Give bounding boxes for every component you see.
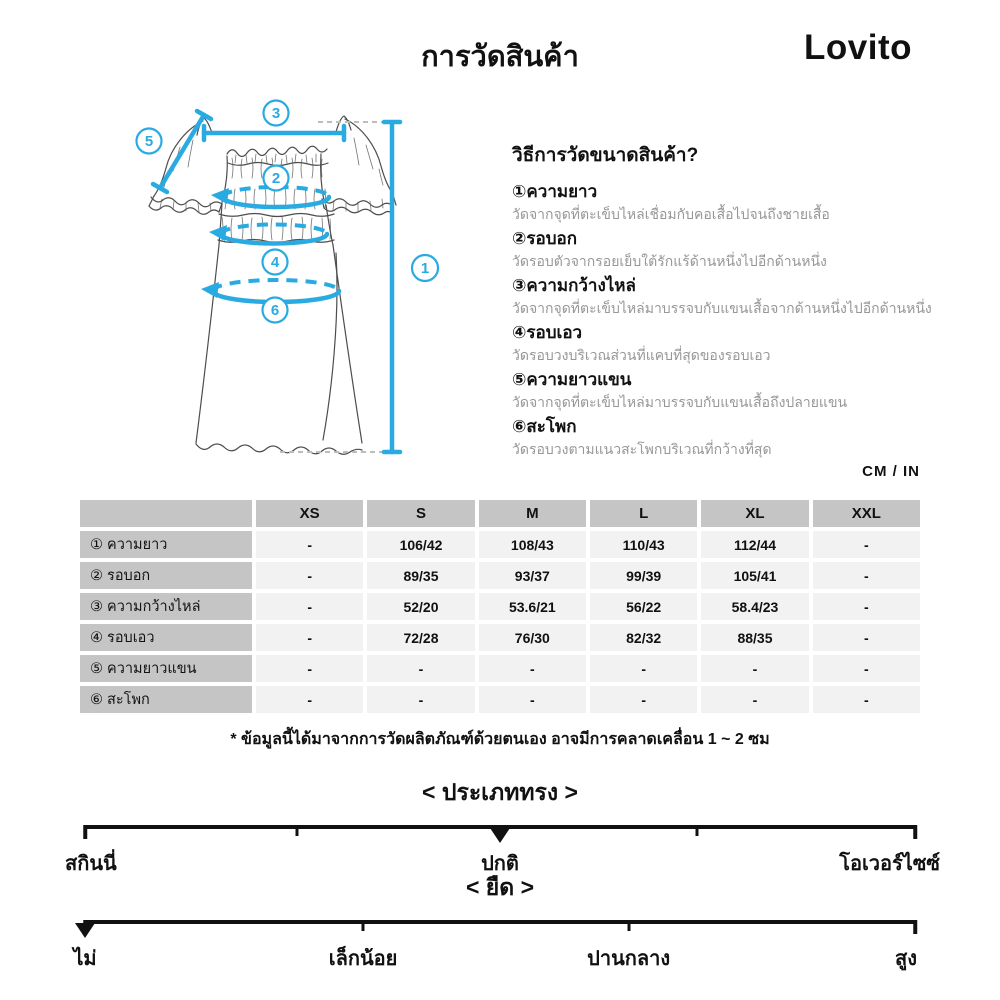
- instructions-title: วิธีการวัดขนาดสินค้า?: [512, 145, 699, 166]
- row-label: ③ ความกว้างไหล่: [80, 593, 252, 620]
- instruction-label: ③ความกว้างไหล่: [512, 276, 636, 296]
- callout-5: [137, 129, 162, 154]
- scale-label: สกินนี่: [65, 853, 117, 875]
- scale-label: สูง: [895, 948, 917, 970]
- value-cell: -: [256, 593, 363, 620]
- row-label: ⑤ ความยาวแขน: [80, 655, 252, 682]
- table-header-cell: [80, 500, 252, 527]
- value-cell: -: [813, 531, 920, 558]
- instruction-desc: วัดจากจุดที่ตะเข็บไหล่มาบรรจบกับแขนเสื้อถึงปลายแขน: [512, 394, 848, 411]
- instruction-item: [512, 415, 967, 459]
- instruction-item: [512, 227, 967, 271]
- circled-number: ④: [512, 323, 527, 343]
- circled-number: ⑤: [512, 370, 527, 390]
- instruction-desc: วัดรอบตัวจากรอยเย็บใต้รักแร้ด้านหนึ่งไปอีกด้านหนึ่ง: [512, 252, 827, 269]
- circled-number: ①: [512, 182, 527, 201]
- scale-label: โอเวอร์ไซซ์: [839, 853, 940, 875]
- value-cell: -: [813, 562, 920, 589]
- scale-tick: [695, 825, 698, 836]
- value-cell: -: [701, 686, 808, 713]
- brand-logo: Lovito: [804, 28, 912, 67]
- table-header-cell: XS: [256, 500, 363, 527]
- scale-line: [85, 920, 915, 924]
- scale-endcap: [913, 920, 917, 934]
- instruction-label: ①ความยาว: [512, 182, 598, 201]
- value-cell: 82/32: [590, 624, 697, 651]
- circled-number: ③: [512, 276, 527, 296]
- value-cell: 112/44: [701, 531, 808, 558]
- value-cell: 76/30: [479, 624, 586, 651]
- instruction-desc: วัดจากจุดที่ตะเข็บไหล่มาบรรจบกับแขนเสื้อจากด้านหนึ่งไปอีกด้านหนึ่ง: [512, 299, 932, 316]
- value-cell: 89/35: [367, 562, 474, 589]
- instruction-item: [512, 321, 967, 365]
- value-cell: -: [256, 624, 363, 651]
- scale-marker: [75, 923, 95, 938]
- row-label: ② รอบอก: [80, 562, 252, 589]
- measurement-diagram: [100, 95, 460, 475]
- value-cell: 52/20: [367, 593, 474, 620]
- value-cell: 88/35: [701, 624, 808, 651]
- value-cell: -: [367, 686, 474, 713]
- svg-text:2: 2: [271, 170, 281, 187]
- value-cell: 53.6/21: [479, 593, 586, 620]
- scale-tick: [627, 920, 630, 931]
- table-header-cell: XXL: [813, 500, 920, 527]
- value-cell: 110/43: [590, 531, 697, 558]
- shoulder-line: [204, 126, 344, 140]
- unit-label: CM / IN: [862, 463, 920, 480]
- waist-ellipse: [209, 225, 327, 244]
- value-cell: 93/37: [479, 562, 586, 589]
- table-header-cell: M: [479, 500, 586, 527]
- scale-endcap: [83, 825, 87, 839]
- scale-marker: [490, 828, 510, 843]
- callout-2: [264, 166, 289, 191]
- instruction-label: ⑤ความยาวแขน: [512, 370, 632, 390]
- scale-label: ปานกลาง: [587, 948, 671, 970]
- scale-track: [85, 825, 915, 842]
- value-cell: -: [479, 655, 586, 682]
- instruction-label: ②รอบอก: [512, 229, 578, 249]
- value-cell: 72/28: [367, 624, 474, 651]
- svg-text:5: 5: [144, 133, 154, 150]
- value-cell: -: [590, 686, 697, 713]
- svg-text:4: 4: [270, 254, 280, 271]
- instruction-label: ④รอบเอว: [512, 323, 583, 343]
- scale-label: เล็กน้อย: [328, 948, 398, 970]
- value-cell: 105/41: [701, 562, 808, 589]
- length-line: [384, 122, 400, 452]
- table-header-cell: XL: [701, 500, 808, 527]
- instruction-item: [512, 180, 967, 224]
- scale-tick: [362, 920, 365, 931]
- value-cell: 108/43: [479, 531, 586, 558]
- value-cell: -: [813, 655, 920, 682]
- stretch-scale: [0, 870, 1000, 970]
- fit-type-scale: [0, 775, 1000, 875]
- row-label: ⑥ สะโพก: [80, 686, 252, 713]
- size-table: [80, 500, 920, 713]
- svg-text:3: 3: [271, 105, 281, 122]
- measurement-footnote: * ข้อมูลนี้ได้มาจากการวัดผลิตภัณฑ์ด้วยตนเอง อาจมีการคลาดเคลื่อน 1 ~ 2 ซม: [230, 731, 770, 748]
- instruction-label: ⑥สะโพก: [512, 417, 577, 437]
- value-cell: 58.4/23: [701, 593, 808, 620]
- scale-track: [85, 920, 915, 937]
- scale-tick: [295, 825, 298, 836]
- value-cell: -: [256, 686, 363, 713]
- callout-6: [263, 298, 288, 323]
- value-cell: -: [813, 593, 920, 620]
- row-label: ④ รอบเอว: [80, 624, 252, 651]
- value-cell: -: [813, 624, 920, 651]
- instruction-desc: วัดจากจุดที่ตะเข็บไหล่เชื่อมกับคอเสื้อไปจนถึงชายเสื้อ: [512, 205, 830, 222]
- svg-text:6: 6: [270, 302, 280, 319]
- value-cell: 106/42: [367, 531, 474, 558]
- circled-number: ②: [512, 229, 527, 249]
- table-header-cell: L: [590, 500, 697, 527]
- scale-label: ปกติ: [481, 853, 519, 875]
- instruction-item: [512, 274, 967, 318]
- callout-4: [263, 250, 288, 275]
- scale-title: < ประเภททรง >: [422, 779, 578, 805]
- value-cell: -: [256, 531, 363, 558]
- value-cell: -: [813, 686, 920, 713]
- callout-1: [412, 255, 438, 281]
- table-header-cell: S: [367, 500, 474, 527]
- instruction-desc: วัดรอบวงตามแนวสะโพกบริเวณที่กว้างที่สุด: [512, 441, 772, 458]
- svg-text:1: 1: [420, 260, 430, 277]
- instruction-item: [512, 368, 967, 412]
- scale-labels: [73, 942, 917, 970]
- callout-3: [264, 101, 289, 126]
- value-cell: -: [256, 562, 363, 589]
- scale-endcap: [913, 825, 917, 839]
- value-cell: -: [479, 686, 586, 713]
- value-cell: 56/22: [590, 593, 697, 620]
- value-cell: -: [590, 655, 697, 682]
- scale-label: ไม่: [73, 948, 97, 970]
- page-title: การวัดสินค้า: [421, 41, 579, 73]
- circled-number: ⑥: [512, 417, 527, 437]
- scale-title: < ยืด >: [465, 874, 535, 900]
- instruction-desc: วัดรอบวงบริเวณส่วนที่แคบที่สุดของรอบเอว: [512, 347, 771, 364]
- value-cell: 99/39: [590, 562, 697, 589]
- value-cell: -: [367, 655, 474, 682]
- value-cell: -: [701, 655, 808, 682]
- value-cell: -: [256, 655, 363, 682]
- row-label: ① ความยาว: [80, 531, 252, 558]
- measurement-instructions: [512, 140, 967, 463]
